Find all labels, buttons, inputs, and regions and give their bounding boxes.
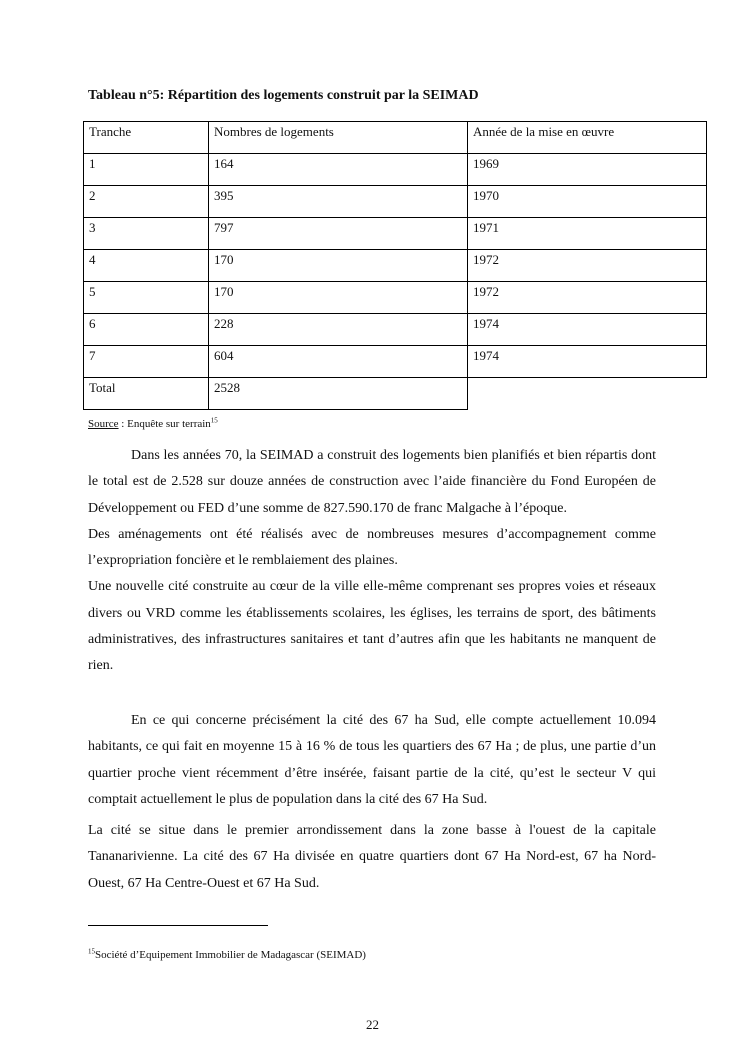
table-cell: 228 — [209, 314, 468, 346]
table-cell: 5 — [84, 282, 209, 314]
housing-table — [83, 121, 707, 410]
table-title: Tableau n°5: Répartition des logements construit par la SEIMAD — [88, 88, 479, 103]
paragraph: Des aménagements ont été réalisés avec de nombreuses mesures d’accompagnement comme l’expropriation foncière et le remblaiement des plaines. — [88, 526, 656, 569]
table-cell: 164 — [209, 154, 468, 186]
table-row — [84, 314, 707, 346]
table-row — [84, 186, 707, 218]
table-cell: 1974 — [468, 314, 707, 346]
table-cell: 3 — [84, 218, 209, 250]
table-cell: 6 — [84, 314, 209, 346]
paragraph: La cité se situe dans le premier arrondissement dans la zone basse à l'ouest de la capitale Tananarivienne. La cité des 67 Ha divisée en quatre quartiers dont 67 Ha Nord-est, 67 ha Nord-Ouest, 67 Ha Centre-Ouest et 67 Ha Sud. — [88, 823, 656, 891]
source-label: Source — [88, 418, 119, 430]
header-cell: Année de la mise en œuvre — [468, 122, 707, 154]
footnote-ref: 15 — [210, 416, 218, 425]
footnote-text: Société d’Equipement Immobilier de Madagascar (SEIMAD) — [95, 949, 366, 961]
table-cell: 1972 — [468, 250, 707, 282]
table-cell: 4 — [84, 250, 209, 282]
table-cell: 7 — [84, 346, 209, 378]
table-row — [84, 346, 707, 378]
table-cell: 1972 — [468, 282, 707, 314]
table-source — [88, 418, 218, 430]
body-text-block-2 — [88, 708, 656, 813]
table-total-row — [84, 378, 707, 410]
table-cell: 1974 — [468, 346, 707, 378]
footnote-number: 15 — [88, 947, 95, 956]
footnote — [88, 949, 366, 961]
total-value-cell: 2528 — [209, 378, 468, 410]
body-text-block-1 — [88, 443, 656, 680]
table-cell: 797 — [209, 218, 468, 250]
paragraph: Dans les années 70, la SEIMAD a construit des logements bien planifiés et bien répartis dont le total est de 2.528 sur douze années de construction avec l’aide financière du Fond Européen de Développement ou FED d’une somme de 827.590.170 de franc Malgache à l’époque. — [88, 448, 656, 516]
paragraph: En ce qui concerne précisément la cité des 67 ha Sud, elle compte actuellement 10.094 habitants, ce qui fait en moyenne 15 à 16 % de tous les quartiers des 67 Ha ; de plus, une partie d’un quartier proche vient récemment d’être insérée, faisant partie de la cité, qu’est le secteur V qui comptait actuellement le plus de population dans la cité des 67 Ha Sud. — [88, 713, 656, 807]
empty-cell — [468, 378, 707, 410]
header-cell: Nombres de logements — [209, 122, 468, 154]
header-cell: Tranche — [84, 122, 209, 154]
table-row — [84, 218, 707, 250]
table-cell: 2 — [84, 186, 209, 218]
source-text: : Enquête sur terrain — [118, 418, 211, 430]
table-cell: 1970 — [468, 186, 707, 218]
table-cell: 604 — [209, 346, 468, 378]
paragraph: Une nouvelle cité construite au cœur de la ville elle-même comprenant ses propres voies et réseaux divers ou VRD comme les établissements scolaires, les églises, les terrains de sport, des bâtiments administratives, des infrastructures sanitaires et tant d’autres afin que les habitants ne manquent de rien. — [88, 579, 656, 674]
total-label-cell: Total — [84, 378, 209, 410]
table-cell: 395 — [209, 186, 468, 218]
table-row — [84, 282, 707, 314]
table-cell: 1969 — [468, 154, 707, 186]
table-cell: 1971 — [468, 218, 707, 250]
body-text-block-3 — [88, 818, 656, 897]
table-row — [84, 250, 707, 282]
table-cell: 170 — [209, 250, 468, 282]
page-number: 22 — [366, 1017, 379, 1032]
footnote-divider — [88, 925, 268, 926]
table-row — [84, 154, 707, 186]
table-header-row — [84, 122, 707, 154]
table-cell: 170 — [209, 282, 468, 314]
table-cell: 1 — [84, 154, 209, 186]
